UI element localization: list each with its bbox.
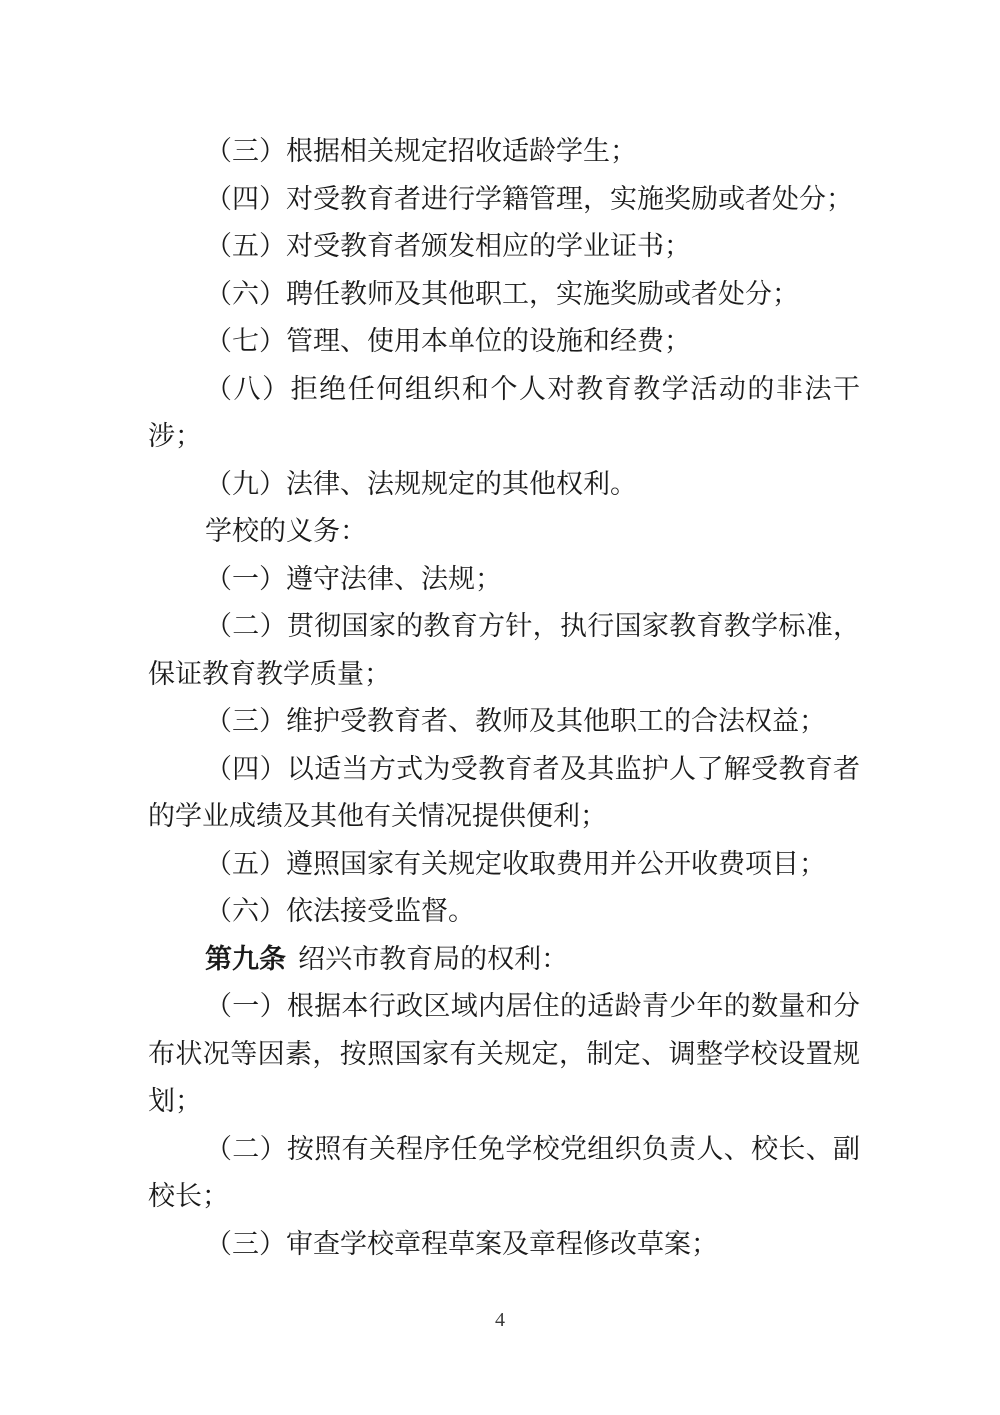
doc-line-21: 划；: [148, 1086, 202, 1116]
doc-line-24: （三）审查学校章程草案及章程修改草案；: [205, 1228, 718, 1259]
article-9-title: 绍兴市教育局的权利：: [298, 943, 569, 974]
doc-line-06: （八）拒绝任何组织和个人对教育教学活动的非法干: [205, 373, 860, 404]
document-body: [148, 128, 860, 1268]
doc-line-17: （六）依法接受监督。: [205, 896, 475, 926]
doc-line-16: （五）遵照国家有关规定收取费用并公开收费项目；: [205, 848, 826, 879]
doc-line-20: 布状况等因素，按照国家有关规定，制定、调整学校设置规: [148, 1038, 860, 1069]
doc-line-04: （六）聘任教师及其他职工，实施奖励或者处分；: [205, 278, 799, 309]
doc-line-11: （二）贯彻国家的教育方针，执行国家教育教学标准，: [205, 611, 860, 641]
doc-line-02: （四）对受教育者进行学籍管理，实施奖励或者处分；: [205, 183, 853, 214]
doc-line-08: （九）法律、法规规定的其他权利。: [205, 468, 637, 499]
doc-line-19: （一）根据本行政区域内居住的适龄青少年的数量和分: [205, 991, 860, 1021]
doc-line-13: （三）维护受教育者、教师及其他职工的合法权益；: [205, 706, 826, 736]
doc-line-01: （三）根据相关规定招收适龄学生；: [205, 136, 637, 166]
doc-line-09: 学校的义务：: [205, 516, 367, 546]
article-9-heading-line: [148, 936, 860, 984]
doc-line-23: 校长；: [148, 1181, 229, 1211]
doc-line-10: （一）遵守法律、法规；: [205, 563, 502, 594]
doc-line-05: （七）管理、使用本单位的设施和经费；: [205, 326, 691, 356]
page-number: 4: [495, 1309, 505, 1331]
article-9-number: 第九条: [205, 943, 286, 974]
doc-line-22: （二）按照有关程序任免学校党组织负责人、校长、副: [205, 1133, 860, 1164]
doc-line-15: 的学业成绩及其他有关情况提供便利；: [148, 801, 607, 831]
doc-line-14: （四）以适当方式为受教育者及其监护人了解受教育者: [205, 753, 860, 784]
doc-line-12: 保证教育教学质量；: [148, 658, 391, 689]
doc-line-03: （五）对受教育者颁发相应的学业证书；: [205, 231, 691, 261]
doc-line-07: 涉；: [148, 421, 202, 451]
